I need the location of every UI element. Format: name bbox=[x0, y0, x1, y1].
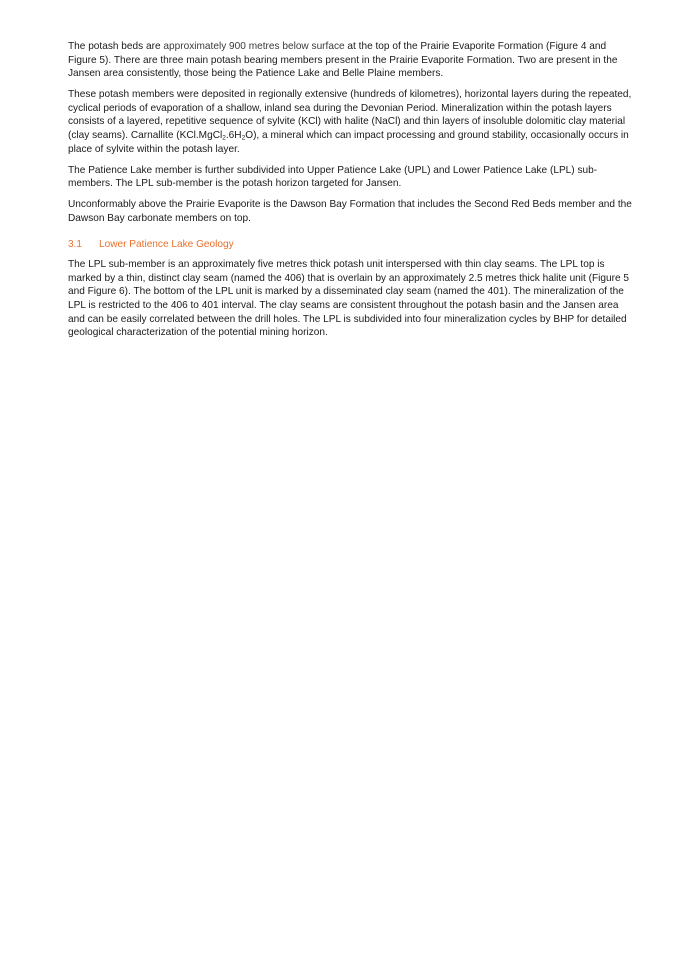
paragraph-text: .6H bbox=[225, 130, 242, 142]
section-number: 3.1 bbox=[68, 238, 83, 250]
paragraph-text: O), a mineral which can impact processing and ground stability, occasionally occurs in place of sylvite within the potash layer. bbox=[68, 130, 629, 155]
section-heading bbox=[68, 238, 634, 252]
section-title: Lower Patience Lake Geology bbox=[99, 238, 234, 250]
paragraph-potash-beds bbox=[68, 40, 634, 81]
paragraph-potash-members bbox=[68, 88, 634, 156]
document-page bbox=[68, 40, 634, 347]
paragraph-patience-lake: The Patience Lake member is further subdivided into Upper Patience Lake (UPL) and Lower Patience Lake (LPL) sub-members. The LPL sub-member is the potash horizon targeted for Jansen. bbox=[68, 164, 598, 190]
paragraph-dawson-bay: Unconformably above the Prairie Evaporite is the Dawson Bay Formation that includes the Second Red Beds member and the Dawson Bay carbonate members on top. bbox=[68, 199, 632, 225]
paragraph-lpl-geology: The LPL sub-member is an approximately five metres thick potash unit interspersed with thin clay seams. The LPL top is marked by a thin, distinct clay seam (named the 406) that is overlain by an approximately 2.5 metres thick halite unit (Figure 5 and Figure 6). The bottom of the LPL unit is marked by a disseminated clay seam (named the 401). The mineralization of the LPL is restricted to the 406 to 401 interval. The clay seams are consistent throughout the potash basin and the Jansen area and can be easily correlated between the drill holes. The LPL is subdivided into four mineralization cycles by BHP for detailed geological characterization of the potential mining horizon. bbox=[68, 259, 630, 339]
subscript: 2 bbox=[222, 134, 226, 142]
subscript: 2 bbox=[241, 134, 246, 142]
paragraph-text: These potash members were deposited in regionally extensive (hundreds of kilometres), horizontal layers during the repeated, cyclical periods of evaporation of a shallow, inland sea during the Devonian Period. Mineralization within the potash layers consists of a layered, repetitive sequence of sylvite (KCl) with halite (NaCl) and thin layers of insoluble dolomitic clay material (clay seams). Carnallite (KCl.MgCl bbox=[68, 89, 632, 142]
paragraph-text: The potash beds are bbox=[68, 41, 164, 52]
paragraph-text: at the top of the Prairie Evaporite Formation (Figure 4 and Figure 5). There are three main potash bearing members present in the Prairie Evaporite Formation. Two are present in the Jansen area consistently, those being the Patience Lake and Belle Plaine members. bbox=[68, 41, 618, 80]
highlighted-depth: approximately 900 metres below surface bbox=[163, 41, 345, 52]
